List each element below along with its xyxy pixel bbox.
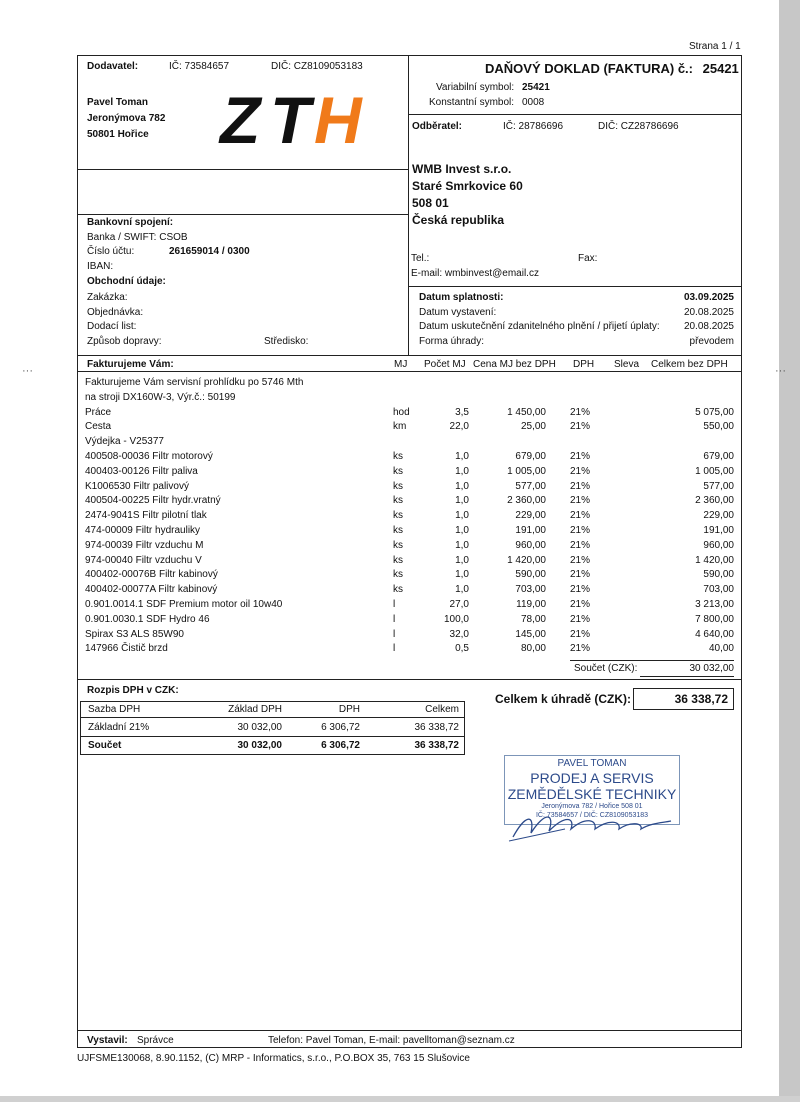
- item-qty: 3,5: [455, 406, 469, 418]
- stamp-line-3: ZEMĚDĚLSKÉ TECHNIKY: [507, 786, 677, 802]
- table-row: [85, 642, 734, 657]
- payment-method-label: Forma úhrady:: [419, 336, 485, 347]
- table-row: [85, 539, 734, 554]
- item-desc: Cesta: [85, 421, 112, 433]
- item-vat: 21%: [569, 584, 590, 596]
- item-unit: hod: [393, 406, 410, 418]
- item-qty: [413, 376, 469, 391]
- vat-total-total: 36 338,72: [414, 740, 459, 751]
- item-qty: 1,0: [455, 584, 469, 596]
- item-qty: [413, 391, 469, 406]
- taxable-date-label: Datum uskutečnění zdanitelného plnění / přijetí úplaty:: [419, 321, 660, 332]
- item-price: 80,00: [520, 643, 546, 655]
- stamp-line-4: Jeronýmova 782 / Hořice 508 01: [541, 803, 643, 810]
- company-logo: [218, 88, 368, 150]
- variable-symbol: 25421: [522, 82, 550, 93]
- item-desc: 0.901.0014.1 SDF Premium motor oil 10w40: [85, 598, 283, 610]
- item-price: 577,00: [515, 480, 546, 492]
- item-unit: [393, 391, 413, 406]
- item-total: 229,00: [703, 510, 734, 522]
- item-qty: 1,0: [455, 465, 469, 477]
- item-desc: 400402-00076B Filtr kabinový: [85, 569, 218, 581]
- svg-text:Z: Z: [220, 88, 255, 150]
- vat-head-line: [80, 717, 465, 718]
- item-price: [469, 435, 546, 450]
- purchase-order-label: Objednávka:: [87, 307, 144, 318]
- svg-text:T: T: [270, 88, 305, 150]
- item-desc: 0.901.0030.1 SDF Hydro 46: [85, 613, 210, 625]
- vat-total-label: Součet: [88, 740, 122, 751]
- stamp-line-5: IČ: 73584657 / DIČ: CZ8109053183: [535, 812, 649, 819]
- grand-total-value: 36 338,72: [674, 692, 728, 706]
- item-price: 590,00: [515, 569, 546, 581]
- account-number: 261659014 / 0300: [169, 246, 250, 257]
- item-qty: 1,0: [455, 539, 469, 551]
- item-vat: [546, 376, 590, 391]
- vat-head-vat: DPH: [338, 704, 360, 715]
- items-table: [85, 376, 734, 657]
- item-desc: Práce: [85, 406, 112, 418]
- item-total: [590, 376, 734, 391]
- item-qty: 1,0: [455, 524, 469, 536]
- item-price: 703,00: [515, 584, 546, 596]
- item-total: 2 360,00: [695, 495, 734, 507]
- svg-text:H: H: [314, 88, 362, 150]
- cost-center-label: Středisko:: [264, 336, 309, 347]
- sum-value: 30 032,00: [689, 663, 734, 674]
- vat-head-rate: Sazba DPH: [88, 704, 141, 715]
- items-top-line: [77, 355, 742, 356]
- item-unit: ks: [393, 480, 403, 492]
- vat-row-rate: Základní 21%: [88, 722, 150, 733]
- item-qty: 1,0: [455, 495, 469, 507]
- item-qty: 27,0: [449, 598, 469, 610]
- supplier-label: Dodavatel:: [87, 61, 139, 72]
- header-divider: [408, 55, 409, 355]
- page-bottom-edge: [0, 1096, 800, 1102]
- item-vat: 21%: [569, 643, 590, 655]
- customer-top-line: [408, 114, 742, 115]
- sum-underline: [640, 676, 734, 677]
- stamp-line-1: PAVEL TOMAN: [557, 758, 627, 769]
- item-unit: ks: [393, 569, 403, 581]
- item-price: 960,00: [515, 539, 546, 551]
- item-desc: 400403-00126 Filtr paliva: [85, 465, 198, 477]
- item-total: 7 800,00: [695, 613, 734, 625]
- business-label: Obchodní údaje:: [87, 276, 166, 287]
- customer-zip: 508 01: [412, 196, 449, 210]
- item-desc: 474-00009 Filtr hydrauliky: [85, 524, 201, 536]
- item-total: 5 075,00: [695, 406, 734, 418]
- items-header-qty: Počet MJ: [424, 359, 466, 370]
- vat-head-total: Celkem: [425, 704, 459, 715]
- customer-fax-label: Fax:: [578, 253, 598, 264]
- footer-line: [77, 1030, 742, 1031]
- items-header-price: Cena MJ bez DPH: [473, 359, 556, 370]
- item-total: 550,00: [703, 421, 734, 433]
- item-desc: Výdejka - V25377: [85, 436, 164, 448]
- item-unit: l: [393, 643, 396, 655]
- constant-symbol-label: Konstantní symbol:: [429, 97, 515, 108]
- item-vat: [546, 435, 590, 450]
- item-price: 1 450,00: [507, 406, 546, 418]
- item-vat: 21%: [569, 524, 590, 536]
- table-row: [85, 613, 734, 628]
- item-unit: [393, 376, 413, 391]
- table-row: [85, 628, 734, 643]
- item-vat: 21%: [569, 628, 590, 640]
- scan-mark-right: ···: [775, 365, 786, 377]
- item-vat: 21%: [569, 480, 590, 492]
- due-date: 03.09.2025: [683, 292, 734, 303]
- vat-total-line: [80, 736, 465, 737]
- customer-name: WMB Invest s.r.o.: [412, 162, 512, 176]
- customer-label: Odběratel:: [412, 121, 463, 132]
- item-total: [590, 435, 734, 450]
- vat-total-base: 30 032,00: [237, 740, 282, 751]
- item-vat: 21%: [569, 569, 590, 581]
- item-vat: 21%: [569, 495, 590, 507]
- item-unit: ks: [393, 495, 403, 507]
- table-row: [85, 554, 734, 569]
- item-unit: ks: [393, 450, 403, 462]
- bank-label: Bankovní spojení:: [87, 217, 174, 228]
- taxable-date: 20.08.2025: [683, 321, 734, 332]
- item-total: 1 005,00: [695, 465, 734, 477]
- item-qty: 1,0: [455, 554, 469, 566]
- item-vat: 21%: [569, 465, 590, 477]
- customer-bottom-line: [408, 286, 742, 287]
- vat-row-base: 30 032,00: [237, 722, 282, 733]
- signature: [505, 805, 680, 845]
- footer-software: UJFSME130068, 8.90.1152, (C) MRP - Informatics, s.r.o., P.O.BOX 35, 763 15 Slušovice: [77, 1053, 470, 1064]
- item-price: 1 005,00: [507, 465, 546, 477]
- supplier-line-1: [77, 169, 408, 170]
- vat-summary-title: Rozpis DPH v CZK:: [87, 685, 179, 696]
- delivery-note-label: Dodací list:: [87, 321, 137, 332]
- issued-by: Správce: [137, 1035, 174, 1046]
- issued-date-label: Datum vystavení:: [419, 307, 497, 318]
- due-date-label: Datum splatnosti:: [419, 292, 504, 303]
- supplier-name: Pavel Toman: [87, 97, 148, 108]
- item-desc: 2474-9041S Filtr pilotní tlak: [85, 510, 207, 522]
- item-total: 1 420,00: [695, 554, 734, 566]
- vat-row-total: 36 338,72: [414, 722, 459, 733]
- item-unit: ks: [393, 554, 403, 566]
- supplier-dic: DIČ: CZ8109053183: [271, 61, 363, 72]
- items-header-line: [77, 371, 742, 372]
- item-qty: 1,0: [455, 510, 469, 522]
- table-row: [85, 450, 734, 465]
- supplier-city: 50801 Hořice: [87, 129, 149, 140]
- item-unit: ks: [393, 584, 403, 596]
- customer-street: Staré Smrkovice 60: [412, 179, 523, 193]
- item-vat: 21%: [569, 554, 590, 566]
- item-vat: 21%: [569, 510, 590, 522]
- item-qty: 100,0: [443, 613, 469, 625]
- item-unit: ks: [393, 539, 403, 551]
- iban-label: IBAN:: [87, 261, 114, 272]
- item-price: 2 360,00: [507, 495, 546, 507]
- item-qty: 32,0: [449, 628, 469, 640]
- customer-dic: DIČ: CZ28786696: [598, 121, 679, 132]
- constant-symbol: 0008: [522, 97, 545, 108]
- sum-line: [570, 660, 734, 661]
- table-row: [85, 391, 734, 406]
- item-price: 679,00: [515, 450, 546, 462]
- supplier-street: Jeronýmova 782: [87, 113, 166, 124]
- item-total: 960,00: [703, 539, 734, 551]
- item-desc: Fakturujeme Vám servisní prohlídku po 5746 Mth: [85, 377, 304, 388]
- document-title: DAŇOVÝ DOKLAD (FAKTURA) č.:: [485, 61, 693, 76]
- item-total: 577,00: [703, 480, 734, 492]
- item-unit: ks: [393, 465, 403, 477]
- table-row: [85, 598, 734, 613]
- table-row: [85, 494, 734, 509]
- item-unit: ks: [393, 524, 403, 536]
- items-header-total: Celkem bez DPH: [651, 359, 728, 370]
- item-total: 3 213,00: [695, 598, 734, 610]
- item-unit: l: [393, 628, 396, 640]
- item-price: [469, 376, 546, 391]
- item-qty: 1,0: [455, 569, 469, 581]
- item-unit: l: [393, 598, 396, 610]
- issued-date: 20.08.2025: [683, 307, 734, 318]
- item-total: 191,00: [703, 524, 734, 536]
- table-row: [85, 480, 734, 495]
- item-total: [590, 391, 734, 406]
- table-row: [85, 583, 734, 598]
- item-unit: km: [393, 421, 407, 433]
- table-row: [85, 524, 734, 539]
- item-desc: K1006530 Filtr palivový: [85, 480, 189, 492]
- stamp-line-2: PRODEJ A SERVIS: [530, 770, 654, 786]
- item-desc: Spirax S3 ALS 85W90: [85, 628, 184, 640]
- document-number: 25421: [702, 61, 739, 76]
- customer-ic: IČ: 28786696: [503, 121, 564, 132]
- item-vat: 21%: [569, 406, 590, 418]
- payment-method: převodem: [689, 336, 734, 347]
- item-desc: 974-00040 Filtr vzduchu V: [85, 554, 202, 566]
- account-label: Číslo účtu:: [87, 246, 135, 257]
- grand-total-label: Celkem k úhradě (CZK):: [495, 692, 632, 706]
- item-vat: 21%: [569, 450, 590, 462]
- vat-row-vat: 6 306,72: [321, 722, 360, 733]
- item-vat: [546, 391, 590, 406]
- item-total: 40,00: [708, 643, 734, 655]
- issued-by-label: Vystavil:: [87, 1035, 128, 1046]
- table-row: [85, 465, 734, 480]
- item-price: 78,00: [520, 613, 546, 625]
- item-price: [469, 391, 546, 406]
- item-qty: 22,0: [449, 421, 469, 433]
- variable-symbol-label: Variabilní symbol:: [436, 82, 515, 93]
- item-total: 679,00: [703, 450, 734, 462]
- page-shadow: [779, 0, 800, 1102]
- order-label: Zakázka:: [87, 292, 128, 303]
- item-qty: 1,0: [455, 450, 469, 462]
- item-total: 590,00: [703, 569, 734, 581]
- item-vat: 21%: [569, 613, 590, 625]
- supplier-ic: IČ: 73584657: [169, 61, 230, 72]
- item-price: 145,00: [515, 628, 546, 640]
- item-qty: 0,5: [455, 643, 469, 655]
- item-unit: ks: [393, 510, 403, 522]
- item-price: 191,00: [515, 524, 546, 536]
- items-header-discount: Sleva: [614, 359, 640, 370]
- item-price: 229,00: [515, 510, 546, 522]
- item-price: 25,00: [520, 421, 546, 433]
- items-bottom-line: [77, 679, 742, 680]
- table-row: [85, 376, 734, 391]
- item-desc: na stroji DX160W-3, Výr.č.: 50199: [85, 391, 236, 403]
- item-total: 703,00: [703, 584, 734, 596]
- customer-email: E-mail: wmbinvest@email.cz: [411, 268, 539, 279]
- item-qty: 1,0: [455, 480, 469, 492]
- table-row: [85, 509, 734, 524]
- customer-tel-label: Tel.:: [411, 253, 430, 264]
- item-desc: 974-00039 Filtr vzduchu M: [85, 539, 204, 551]
- shipping-label: Způsob dopravy:: [87, 336, 162, 347]
- footer-contact: Telefon: Pavel Toman, E-mail: pavelltoman@seznam.cz: [268, 1035, 515, 1046]
- item-desc: 147966 Čistič brzd: [85, 643, 168, 655]
- item-total: 4 640,00: [695, 628, 734, 640]
- item-desc: 400402-00077A Filtr kabinový: [85, 584, 218, 596]
- table-row: [85, 568, 734, 583]
- bank-swift: Banka / SWIFT: CSOB: [87, 232, 188, 243]
- supplier-line-2: [77, 214, 408, 215]
- table-row: [85, 406, 734, 421]
- sum-label: Součet (CZK):: [574, 663, 638, 674]
- table-row: [85, 435, 734, 450]
- items-header-vat: DPH: [573, 359, 595, 370]
- items-header-desc: Fakturujeme Vám:: [87, 359, 174, 370]
- item-vat: 21%: [569, 421, 590, 433]
- item-unit: [393, 435, 413, 450]
- page-number: Strana 1 / 1: [689, 41, 741, 52]
- scan-mark-left: ···: [22, 365, 33, 377]
- vat-head-base: Základ DPH: [228, 704, 282, 715]
- items-header-unit: MJ: [394, 359, 408, 370]
- item-price: 119,00: [516, 598, 546, 610]
- item-vat: 21%: [569, 539, 590, 551]
- item-desc: 400504-00225 Filtr hydr.vratný: [85, 495, 221, 507]
- customer-country: Česká republika: [412, 213, 505, 227]
- item-price: 1 420,00: [507, 554, 546, 566]
- item-desc: 400508-00036 Filtr motorový: [85, 450, 213, 462]
- item-unit: l: [393, 613, 396, 625]
- item-qty: [413, 435, 469, 450]
- vat-total-vat: 6 306,72: [321, 740, 360, 751]
- item-vat: 21%: [569, 598, 590, 610]
- table-row: [85, 420, 734, 435]
